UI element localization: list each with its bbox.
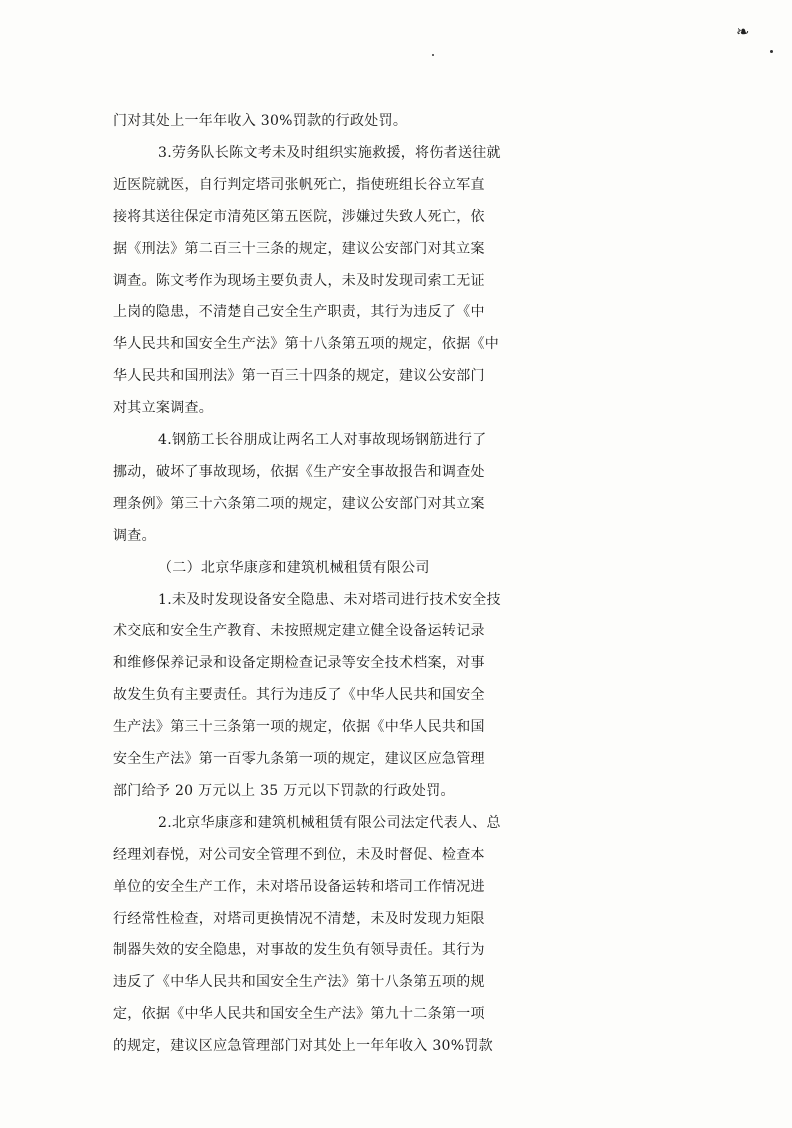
text-line: 行经常性检查，对塔司更换情况不清楚，未及时发现力矩限 [113,910,485,927]
text-line: 单位的安全生产工作，未对塔吊设备运转和塔司工作情况进 [113,878,485,895]
text-line: 3.劳务队长陈文考未及时组织实施救援，将伤者送往就 [158,144,501,161]
scan-speck [770,50,773,53]
text-line: 挪动，破坏了事故现场，依据《生产安全事故报告和调查处 [113,463,485,480]
text-line: 故发生负有主要责任。其行为违反了《中华人民共和国安全 [113,687,485,704]
text-line: 4.钢筋工长谷朋成让两名工人对事故现场钢筋进行了 [158,432,487,448]
text-line: 华人民共和国安全生产法》第十八条第五项的规定，依据《中 [113,336,500,353]
text-line: 门对其处上一年年收入 30%罚款的行政处罚。 [113,113,408,129]
text-line: 生产法》第三十三条第一项的规定，依据《中华人民共和国 [113,719,485,736]
text-line: 近医院就医，自行判定塔司张帆死亡，指使班组长谷立军直 [113,176,485,193]
text-line: 上岗的隐患，不清楚自己安全生产职责，其行为违反了《中 [113,304,485,321]
text-line: 违反了《中华人民共和国安全生产法》第十八条第五项的规 [113,974,485,991]
scan-speck [432,54,434,56]
text-line: 2.北京华康彦和建筑机械租赁有限公司法定代表人、总 [158,814,501,831]
text-line: 据《刑法》第二百三十三条的规定，建议公安部门对其立案 [113,240,485,257]
section-heading: （二）北京华康彦和建筑机械租赁有限公司 [158,559,430,576]
text-line: 经理刘春悦，对公司安全管理不到位，未及时督促、检查本 [113,846,485,863]
text-line: 制器失效的安全隐患，对事故的发生负有领导责任。其行为 [113,942,485,959]
text-line: 调查。陈文考作为现场主要负责人，未及时发现司索工无证 [113,272,485,289]
text-line: 调查。 [113,527,156,544]
text-line: 定，依据《中华人民共和国安全生产法》第九十二条第一项 [113,1006,485,1023]
text-line: 接将其送往保定市清苑区第五医院，涉嫌过失致人死亡，依 [113,208,485,225]
text-line: 术交底和安全生产教育、未按照规定建立健全设备运转记录 [113,623,485,640]
text-line: 1.未及时发现设备安全隐患、未对塔司进行技术安全技 [158,591,501,608]
text-line: 和维修保养记录和设备定期检查记录等安全技术档案，对事 [113,655,485,672]
text-line: 安全生产法》第一百零九条第一项的规定，建议区应急管理 [113,751,485,767]
text-line: 对其立案调查。 [113,400,214,417]
text-line: 理条例》第三十六条第二项的规定，建议公安部门对其立案 [113,495,485,512]
scan-mark: ❧ [736,22,750,41]
text-line: 部门给予 20 万元以上 35 万元以下罚款的行政处罚。 [113,782,455,799]
text-line: 华人民共和国刑法》第一百三十四条的规定，建议公安部门 [113,368,485,385]
text-line: 的规定，建议区应急管理部门对其处上一年年收入 30%罚款 [113,1038,493,1055]
